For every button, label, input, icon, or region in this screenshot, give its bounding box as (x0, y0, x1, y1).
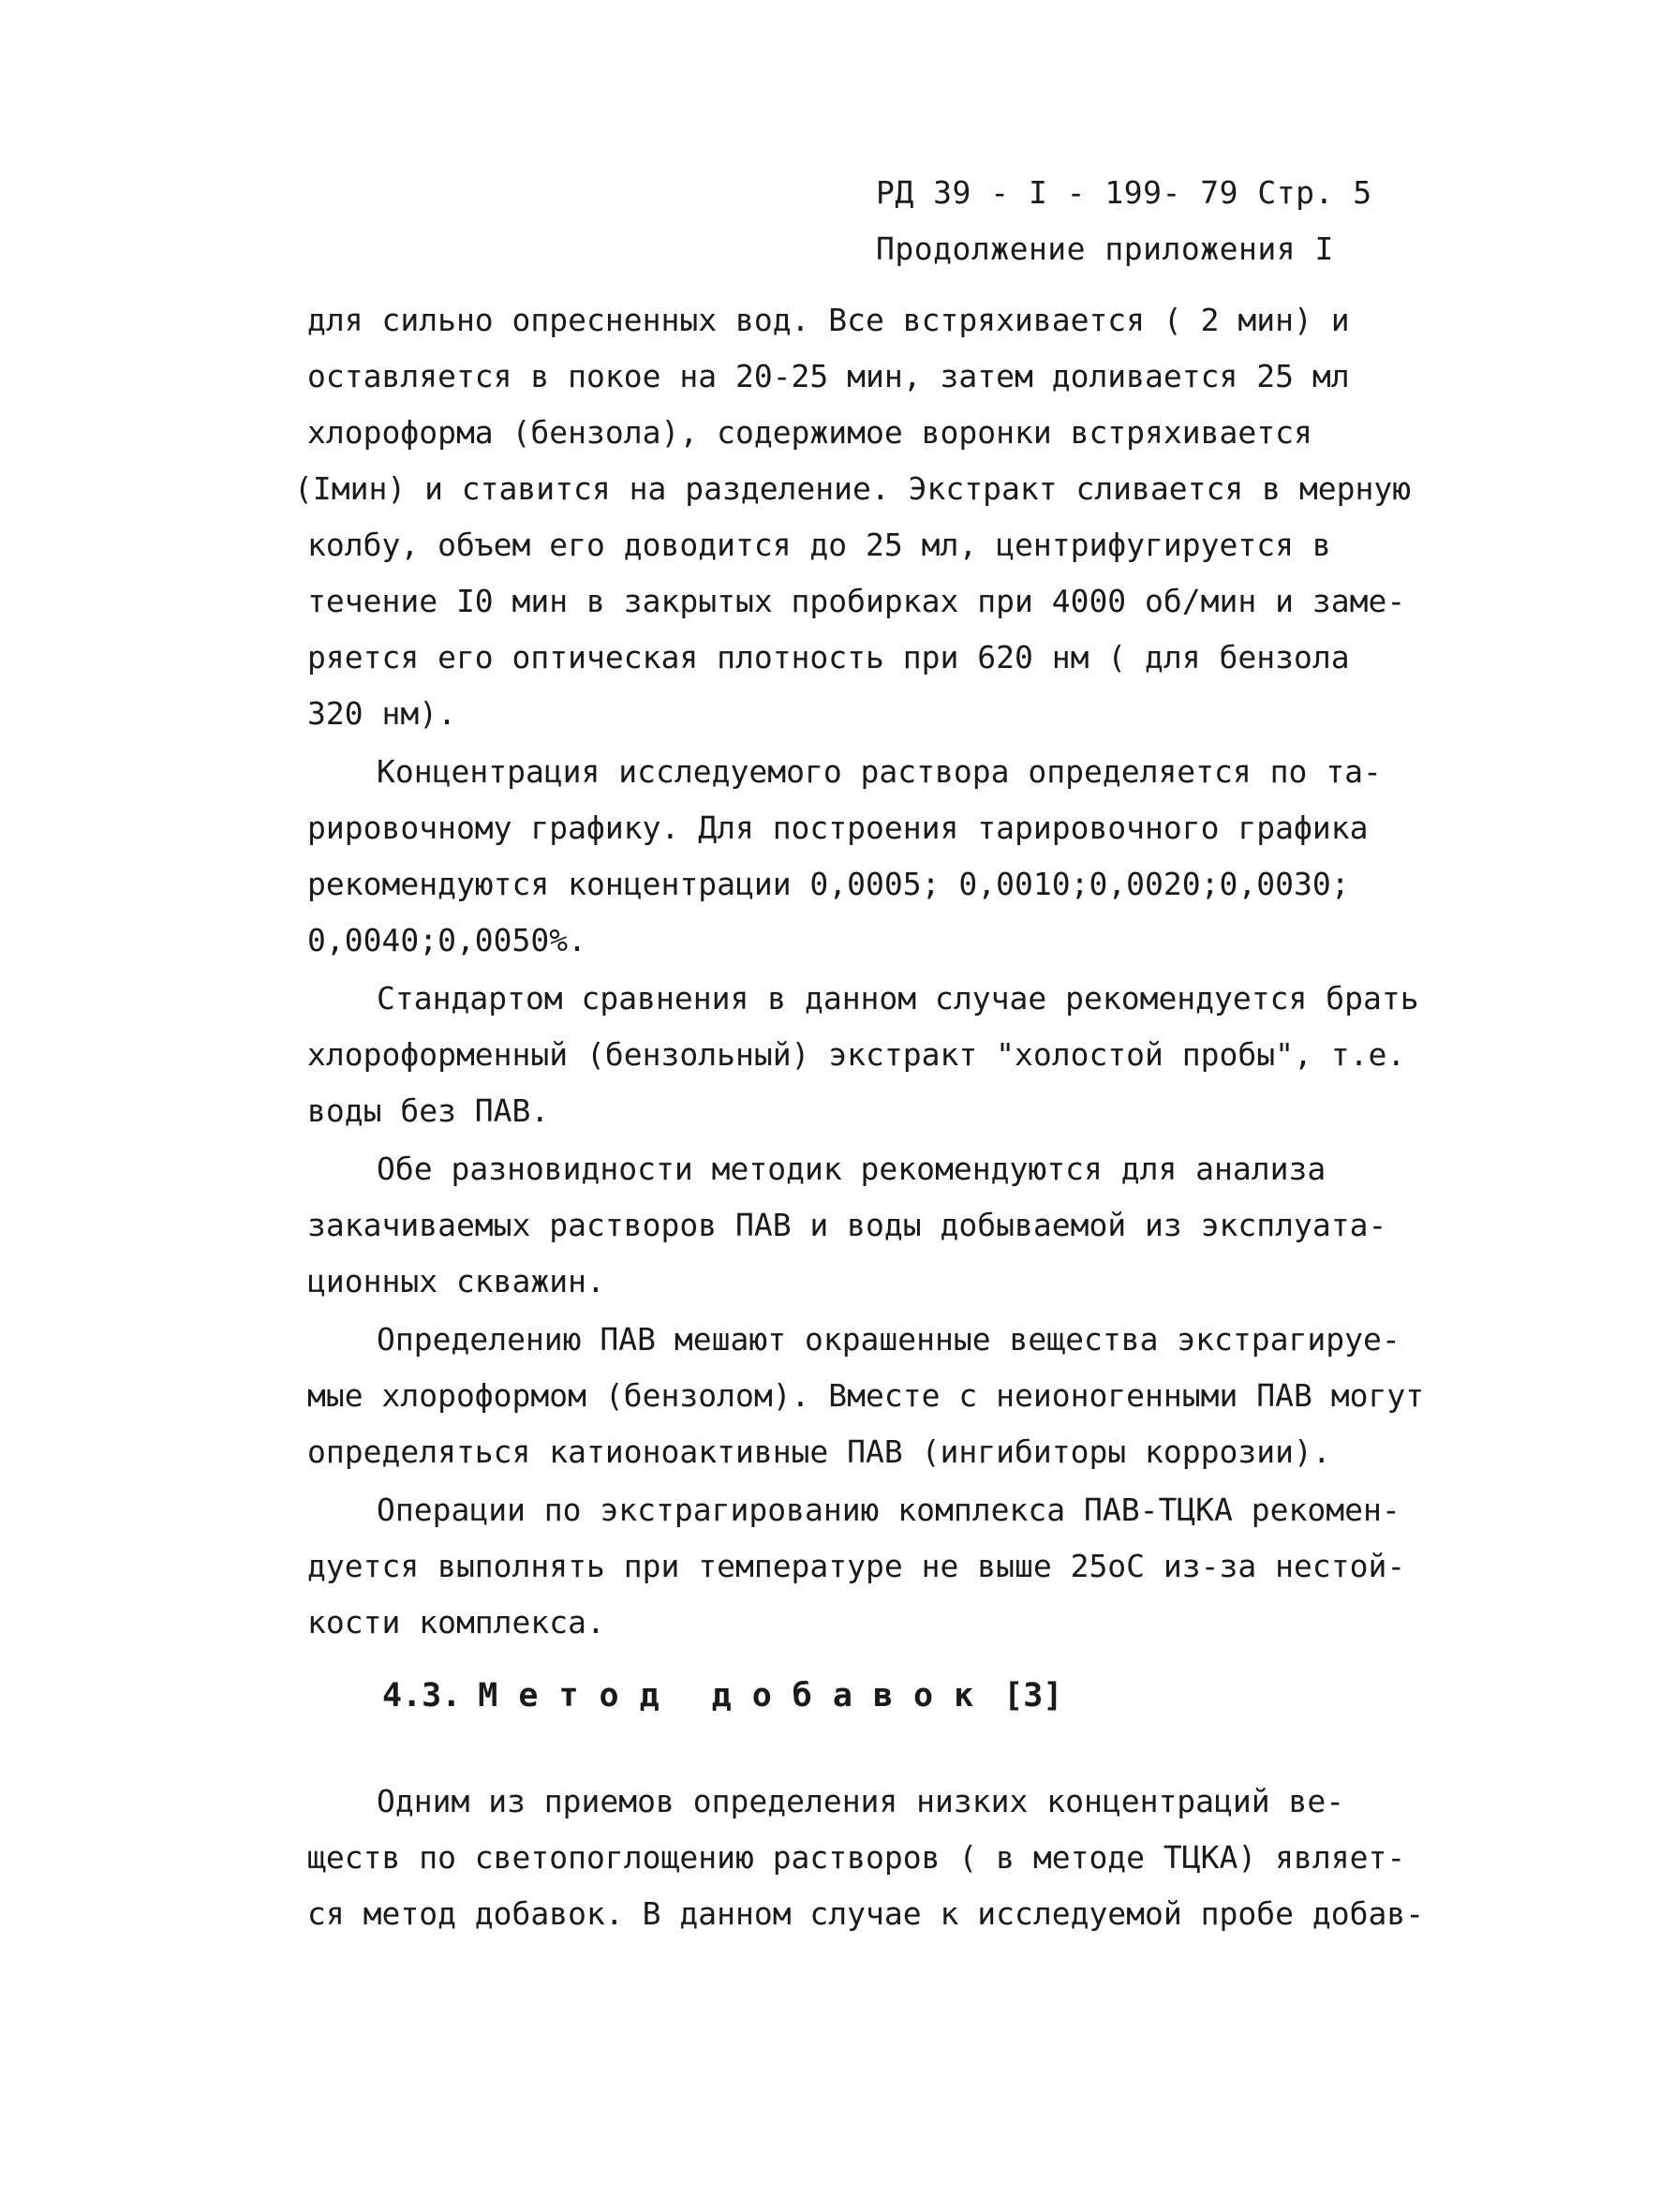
text-line: оставляется в покое на 20-25 мин, затем доливается 25 мл (307, 358, 1350, 394)
section-reference: [3] (1003, 1677, 1063, 1715)
text-line: Одним из приемов определения низких концентраций ве- (377, 1783, 1345, 1819)
text-line: рировочному графику. Для построения тарировочного графика (307, 809, 1369, 846)
paragraph-calibration (307, 744, 1469, 969)
text-line: мые хлороформом (бензолом). Вместе с неионогенными ПАВ могут (307, 1377, 1425, 1414)
text-line: воды без ПАВ. (307, 1092, 550, 1129)
text-line: рекомендуются концентрации 0,0005; 0,0010;0,0020;0,0030; (307, 866, 1350, 902)
text-line: Операции по экстрагированию комплекса ПАВ-ТЦКА рекомен- (377, 1492, 1401, 1528)
appendix-continuation: Продолжение приложения I (876, 230, 1334, 267)
paragraph-interference (307, 1312, 1469, 1480)
paragraph-extraction-procedure (294, 292, 1469, 742)
section-title-word: Метод (478, 1677, 680, 1715)
text-line: колбу, объем его доводится до 25 мл, центрифугируется в (307, 527, 1331, 563)
paragraph-temperature (307, 1482, 1469, 1651)
section-title-word: добавок (711, 1677, 995, 1715)
text-line: Концентрация исследуемого раствора определяется по та- (377, 753, 1382, 790)
text-line: для сильно опресненных вод. Все встряхивается ( 2 мин) и (307, 302, 1350, 338)
section-number: 4.3. (382, 1677, 462, 1715)
text-line: течение I0 мин в закрытых пробирках при 4000 об/мин и заме- (307, 583, 1406, 619)
paragraph-method-variants (307, 1141, 1469, 1310)
paragraph-addition-method (307, 1774, 1469, 1942)
text-line: Стандартом сравнения в данном случае рекомендуется брать (377, 980, 1419, 1017)
paragraph-comparison-standard (307, 971, 1469, 1139)
text-line: кости комплекса. (307, 1604, 605, 1640)
text-line: хлороформа (бензола), содержимое воронки встряхивается (307, 414, 1312, 451)
text-line: дуется выполнять при температуре не выше 25оС из-за нестой- (307, 1548, 1406, 1584)
text-line: ционных скважин. (307, 1263, 605, 1299)
text-line: ся метод добавок. В данном случае к исследуемой пробе добав- (307, 1895, 1425, 1932)
text-line: Определению ПАВ мешают окрашенные вещества экстрагируе- (377, 1321, 1401, 1358)
text-line: определяться катионоактивные ПАВ (ингибиторы коррозии). (307, 1433, 1331, 1470)
text-line: 320 нм). (307, 695, 456, 732)
text-line: (Iмин) и ставится на разделение. Экстракт сливается в мерную (294, 470, 1412, 507)
document-reference: РД 39 - I - 199- 79 Стр. 5 (876, 174, 1372, 211)
text-line: закачиваемых растворов ПАВ и воды добываемой из эксплуата- (307, 1207, 1387, 1243)
text-line: 0,0040;0,0050%. (307, 922, 587, 958)
section-heading (382, 1677, 1062, 1715)
text-line: ряется его оптическая плотность при 620 нм ( для бензола (307, 639, 1350, 675)
text-line: Обе разновидности методик рекомендуются для анализа (377, 1151, 1327, 1187)
text-line: ществ по светопоглощению растворов ( в методе ТЦКА) являет- (307, 1839, 1406, 1876)
text-line: хлороформенный (бензольный) экстракт "холостой пробы", т.е. (307, 1036, 1406, 1073)
